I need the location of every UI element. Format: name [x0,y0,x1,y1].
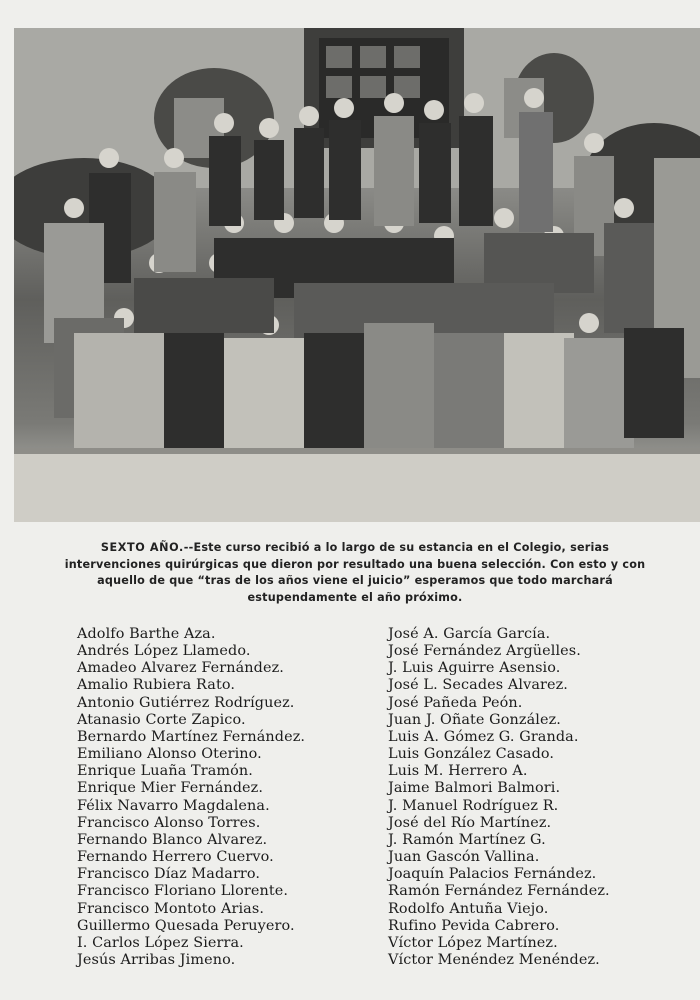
student-name: Fernando Herrero Cuervo. [77,849,274,866]
student-name: Francisco Díaz Madarro. [77,866,261,883]
group-photo-illustration [14,28,700,522]
student-name: Fernando Blanco Alvarez. [77,831,268,848]
student-name: Ramón Fernández Fernández. [388,883,610,900]
student-name: I. Carlos López Sierra. [77,934,244,951]
student-name: J. Manuel Rodríguez R. [388,797,559,814]
student-name: Rufino Pevida Cabrero. [388,917,560,934]
student-name: Francisco Montoto Arias. [77,900,265,917]
student-name: Guillermo Quesada Peruyero. [77,917,295,934]
names-left-column [77,626,377,969]
student-name: Juan J. Oñate González. [388,711,561,728]
student-name: Félix Navarro Magdalena. [77,797,270,814]
student-name: Luis M. Herrero A. [388,763,528,780]
photo-caption [60,540,650,606]
student-name: J. Luis Aguirre Asensio. [388,660,561,677]
student-name: Víctor López Martínez. [388,934,558,951]
student-name: José del Río Martínez. [388,814,552,831]
student-name: José L. Secades Alvarez. [388,677,568,694]
student-name: Jaime Balmori Balmori. [388,780,561,797]
student-name: José Pañeda Peón. [388,694,523,711]
student-name: Amalio Rubiera Rato. [77,677,236,694]
student-name: José A. García García. [388,626,551,642]
class-group-photo [14,28,700,522]
student-name: Adolfo Barthe Aza. [77,626,216,642]
caption-lead: SEXTO AÑO. [100,541,184,554]
student-name: Andrés López Llamedo. [77,643,251,660]
student-name: Francisco Alonso Torres. [77,814,261,831]
student-name: Luis González Casado. [388,746,555,763]
student-name: José Fernández Argüelles. [388,643,581,660]
student-name: Antonio Gutiérrez Rodríguez. [77,694,295,711]
student-name: Joaquín Palacios Fernández. [388,866,597,883]
student-name: Enrique Luaña Tramón. [77,763,253,780]
student-name: Atanasio Corte Zapico. [77,711,246,728]
student-name: Juan Gascón Vallina. [388,849,540,866]
student-name: Bernardo Martínez Fernández. [77,728,306,745]
student-name: Amadeo Alvarez Fernández. [77,660,284,677]
student-name: J. Ramón Martínez G. [388,831,546,848]
student-name: Luis A. Gómez G. Granda. [388,728,579,745]
student-name: Rodolfo Antuña Viejo. [388,900,549,917]
names-right-column [388,626,688,969]
student-name: Jesús Arribas Jimeno. [77,951,236,968]
student-name: Francisco Floriano Llorente. [77,883,289,900]
student-name: Enrique Mier Fernández. [77,780,264,797]
student-name: Víctor Menéndez Menéndez. [388,951,600,968]
student-name: Emiliano Alonso Oterino. [77,746,262,763]
caption-text: --Este curso recibió a lo largo de su estancia en el Colegio, serias intervenciones quirúrgicas que dieron por resultado una buena selección. Con esto y con aquello de que “tras de los años viene el juicio” esperamos que todo marchará estupendamente el año próximo. [64,541,646,604]
